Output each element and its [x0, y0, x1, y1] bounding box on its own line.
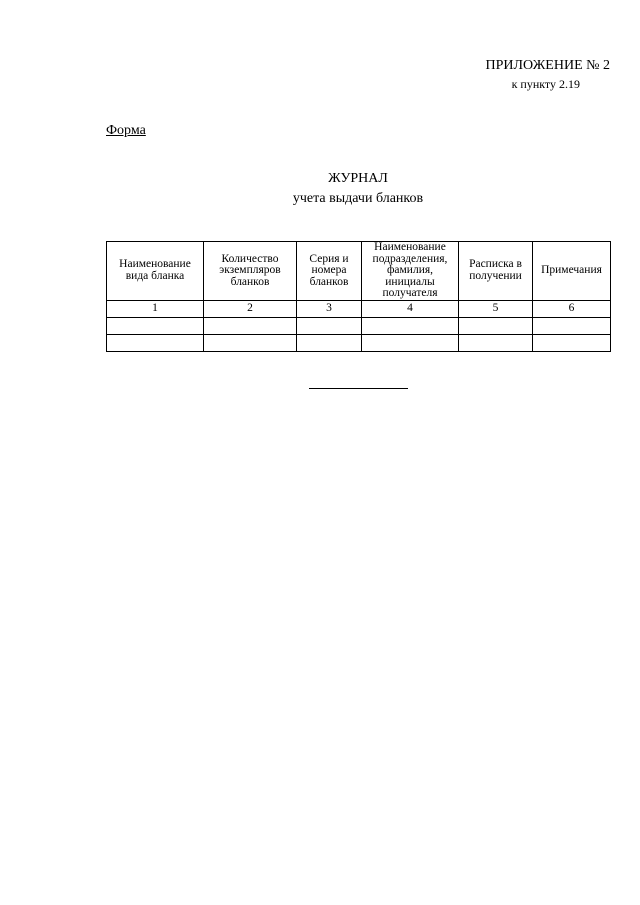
table-cell: [297, 334, 362, 351]
column-number: 6: [533, 300, 611, 317]
table-cell: [459, 334, 533, 351]
table-cell: [533, 317, 611, 334]
appendix-title: ПРИЛОЖЕНИЕ № 2: [485, 58, 610, 73]
footer-separator-line: [309, 388, 408, 389]
column-number: 2: [204, 300, 297, 317]
table-cell: [107, 334, 204, 351]
document-subtitle: учета выдачи бланков: [292, 191, 424, 206]
column-header-receipt-signature: Расписка в получении: [459, 242, 533, 301]
document-title: ЖУРНАЛ: [328, 171, 388, 186]
column-number: 4: [362, 300, 459, 317]
column-number-row: [107, 300, 611, 317]
appendix-reference: к пункту 2.19: [511, 77, 580, 91]
table-cell: [459, 317, 533, 334]
column-header-form-type: Наименование вида бланка: [107, 242, 204, 301]
table-header-row: [107, 242, 611, 301]
table-cell: [533, 334, 611, 351]
column-header-notes: Примечания: [533, 242, 611, 301]
form-label: Форма: [106, 123, 146, 138]
column-number: 5: [459, 300, 533, 317]
table-cell: [107, 317, 204, 334]
table-cell: [362, 334, 459, 351]
journal-table: [106, 241, 611, 352]
table-cell: [297, 317, 362, 334]
table-row: [107, 334, 611, 351]
column-header-series-numbers: Серия и номера бланков: [297, 242, 362, 301]
column-header-recipient: Наименование подразделения, фамилия, инициалы получателя: [362, 242, 459, 301]
table-cell: [204, 317, 297, 334]
column-header-copies-count: Количество экземпляров бланков: [204, 242, 297, 301]
table-cell: [362, 317, 459, 334]
table-row: [107, 317, 611, 334]
column-number: 1: [107, 300, 204, 317]
column-number: 3: [297, 300, 362, 317]
table-cell: [204, 334, 297, 351]
